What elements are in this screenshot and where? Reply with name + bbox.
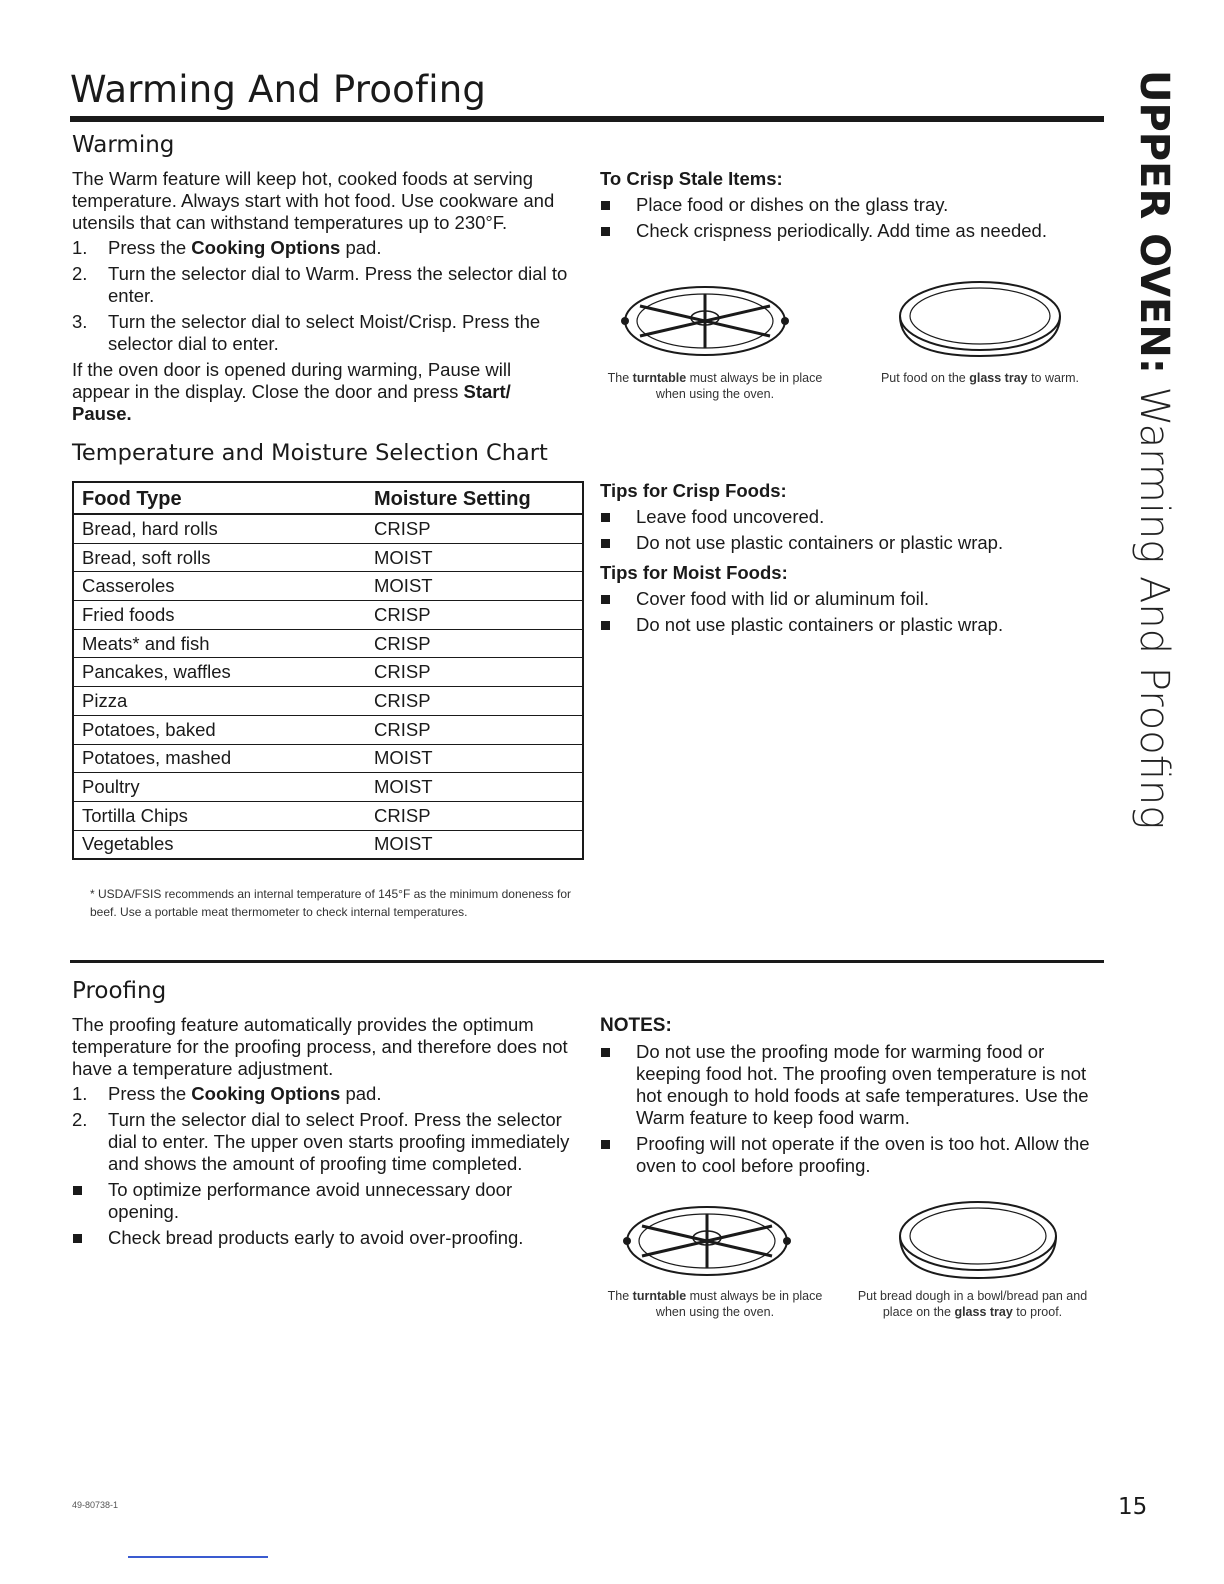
notes-heading: NOTES:	[600, 1015, 672, 1036]
list-item: 1. Press the Cooking Options pad.	[72, 1083, 382, 1104]
table-row: Poultry MOIST	[73, 773, 583, 802]
glass-tray-illustration	[895, 276, 1065, 366]
list-item: Leave food uncovered.	[600, 506, 1100, 528]
list-item: 2. Turn the selector dial to select Proof. Press the selector dial to enter. The upper oven starts proofing immediately and shows the amount of proofing time completed.	[72, 1109, 570, 1174]
table-row: Casseroles MOIST	[73, 572, 583, 601]
turntable-caption-proof: The turntable must always be in place when using the oven.	[607, 1289, 823, 1319]
col-moisture-setting: Moisture Setting	[374, 482, 583, 514]
table-row: Bread, soft rolls MOIST	[73, 543, 583, 572]
moisture-chart-table	[72, 481, 584, 860]
proofing-section	[72, 978, 577, 1253]
tips-section	[600, 480, 1100, 640]
list-item: 3. Turn the selector dial to select Moist/Crisp. Press the selector dial to enter.	[72, 311, 541, 354]
glass-tray-caption-proof: Put bread dough in a bowl/bread pan and place on the glass tray to proof.	[857, 1289, 1088, 1319]
crisp-stale-list	[600, 194, 1100, 242]
table-row: Fried foods CRISP	[73, 601, 583, 630]
table-header-row	[73, 482, 583, 514]
warming-door-note: If the oven door is opened during warming, Pause will appear in the display. Close the door and press Start/ Pause.	[72, 359, 512, 424]
footer-link-underline	[128, 1556, 268, 1558]
list-item: To optimize performance avoid unnecessary door opening.	[72, 1179, 577, 1223]
glass-tray-caption: Put food on the glass tray to warm.	[880, 371, 1080, 385]
table-row: Potatoes, mashed MOIST	[73, 744, 583, 773]
table-row: Potatoes, baked CRISP	[73, 715, 583, 744]
proofing-intro: The proofing feature automatically provides the optimum temperature for the proofing process, and therefore does not have a temperature adjustment.	[72, 1014, 568, 1079]
side-tab-prefix: UPPER OVEN:	[1131, 70, 1177, 374]
list-item: Proofing will not operate if the oven is too hot. Allow the oven to cool before proofing.	[600, 1133, 1100, 1177]
tips-crisp-heading: Tips for Crisp Foods:	[600, 480, 787, 501]
table-row: Bread, hard rolls CRISP	[73, 514, 583, 543]
title-rule	[70, 116, 1104, 122]
warming-intro: The Warm feature will keep hot, cooked foods at serving temperature. Always start with hot food. Use cookware and utensils that can withstand temperatures up to 230°F.	[72, 168, 555, 233]
warming-section	[72, 132, 572, 425]
list-item: Check crispness periodically. Add time as needed.	[600, 220, 1100, 242]
page-number: 15	[1118, 1494, 1148, 1520]
notes-section	[600, 1015, 1100, 1181]
table-row: Tortilla Chips CRISP	[73, 801, 583, 830]
glass-tray-illustration-proof	[893, 1196, 1063, 1286]
list-item: Check bread products early to avoid over-proofing.	[72, 1227, 577, 1249]
side-tab	[1124, 70, 1184, 830]
list-item: 1. Press the Cooking Options pad.	[72, 237, 382, 258]
tips-moist-heading: Tips for Moist Foods:	[600, 562, 788, 583]
page-title: Warming And Proofing	[70, 68, 487, 111]
warming-steps	[72, 237, 572, 355]
crisp-stale-heading: To Crisp Stale Items:	[600, 168, 783, 189]
list-item: Do not use the proofing mode for warming food or keeping food hot. The proofing oven temperature is not hot enough to hold foods at safe temperatures. Use the Warm feature to keep food warm.	[600, 1041, 1100, 1129]
table-row: Meats* and fish CRISP	[73, 629, 583, 658]
proofing-bullets	[72, 1179, 577, 1249]
turntable-caption: The turntable must always be in place when using the oven.	[607, 371, 823, 401]
list-item: Place food or dishes on the glass tray.	[600, 194, 1100, 216]
table-row: Pancakes, waffles CRISP	[73, 658, 583, 687]
side-tab-suffix: Warming And Proofing	[1131, 373, 1177, 830]
crisp-stale-section	[600, 168, 1100, 246]
notes-list	[600, 1041, 1100, 1177]
warming-heading: Warming	[72, 132, 175, 158]
chart-footnote: * USDA/FSIS recommends an internal temperature of 145°F as the minimum doneness for beef. Use a portable meat thermometer to check internal temperatures.	[90, 887, 572, 919]
table-row: Pizza CRISP	[73, 687, 583, 716]
list-item: Do not use plastic containers or plastic wrap.	[600, 532, 1100, 554]
col-food-type: Food Type	[73, 482, 374, 514]
list-item: 2. Turn the selector dial to Warm. Press the selector dial to enter.	[72, 263, 568, 306]
table-row: Vegetables MOIST	[73, 830, 583, 859]
list-item: Do not use plastic containers or plastic wrap.	[600, 614, 1100, 636]
turntable-illustration	[610, 276, 800, 366]
tips-moist-list	[600, 588, 1100, 636]
proofing-steps	[72, 1083, 577, 1175]
tips-crisp-list	[600, 506, 1100, 554]
chart-heading: Temperature and Moisture Selection Chart	[72, 440, 548, 466]
list-item: Cover food with lid or aluminum foil.	[600, 588, 1100, 610]
doc-code: 49-80738-1	[72, 1500, 119, 1510]
proofing-heading: Proofing	[72, 978, 167, 1004]
section-divider	[70, 960, 1104, 963]
turntable-illustration-proof	[612, 1196, 802, 1286]
